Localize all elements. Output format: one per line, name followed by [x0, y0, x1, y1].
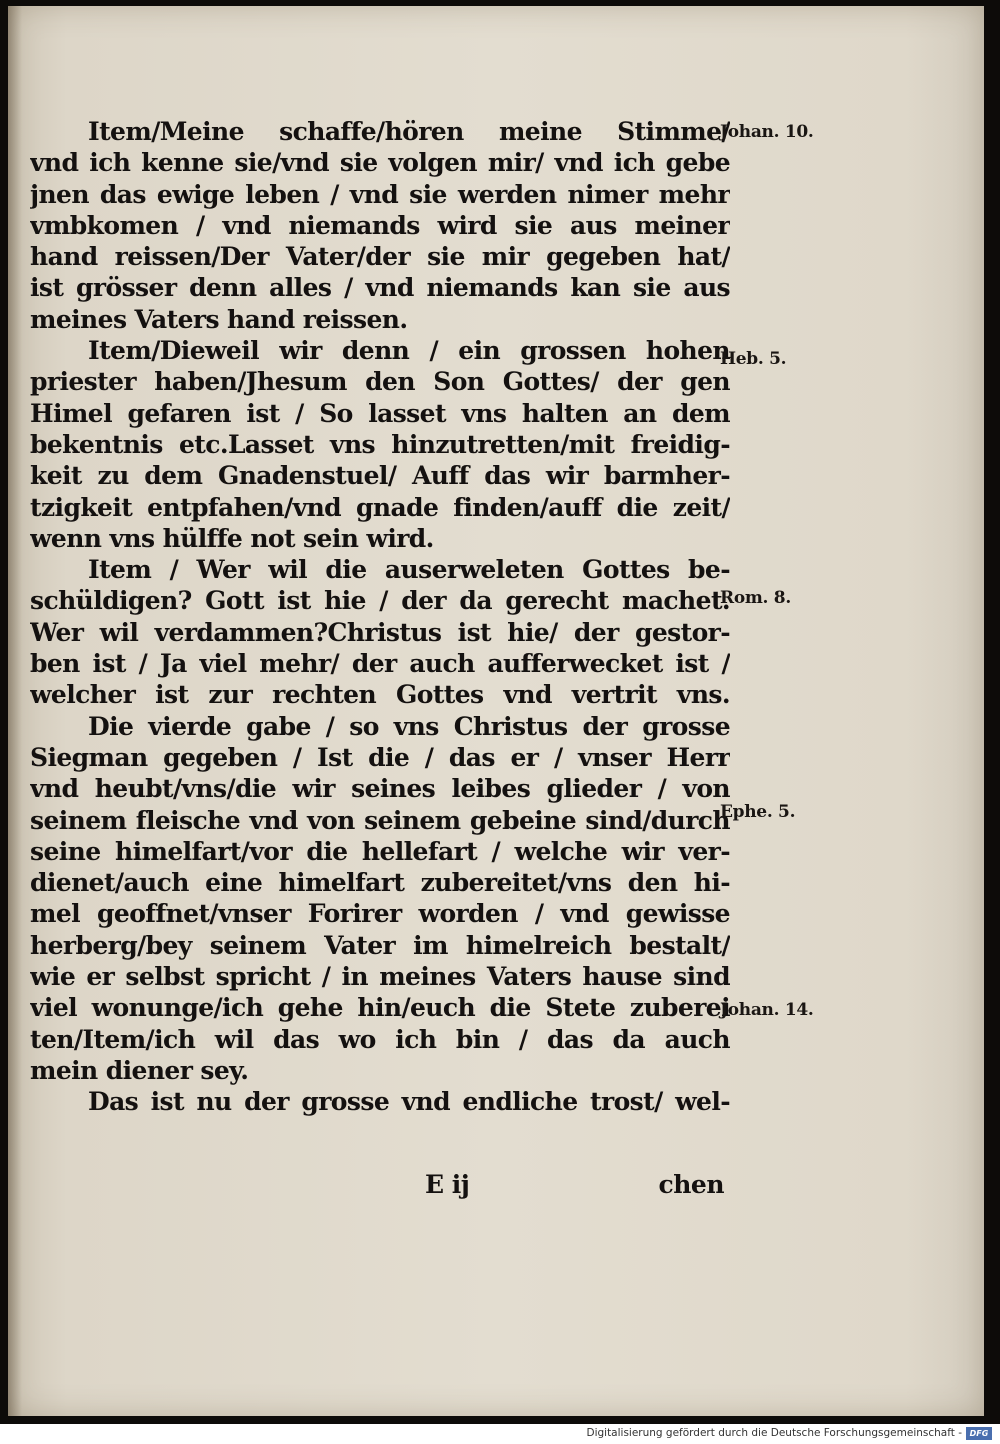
page-foot: [30, 1170, 730, 1204]
catchword: chen: [658, 1170, 724, 1199]
text-line: wenn vns hülffe not sein wird.: [30, 523, 434, 553]
text-line: wie er selbst spricht / in meines Vaters hause sind: [30, 962, 730, 992]
text-line: Das ist nu der grosse vnd endliche trost/ wel-: [88, 1087, 730, 1117]
text-line: bekentnis etc.Lasset vns hinzutretten/mit freidig-: [30, 429, 730, 459]
margin-reference: Heb. 5.: [720, 349, 787, 369]
text-line: ten/Item/ich wil das wo ich bin / das da auch: [30, 1024, 730, 1054]
text-line: vnd ich kenne sie/vnd sie volgen mir/ vnd ich gebe: [30, 148, 730, 178]
text-line: viel wonunge/ich gehe hin/euch die Stete zuberei: [30, 993, 730, 1023]
text-line: priester haben/Jhesum den Son Gottes/ der gen: [30, 367, 730, 397]
text-line: welcher ist zur rechten Gottes vnd vertrit vns.: [30, 680, 730, 710]
text-line: Himel gefaren ist / So lasset vns halten an dem: [30, 398, 730, 428]
text-line: vmbkomen / vnd niemands wird sie aus meiner: [30, 210, 730, 240]
text-line: mein diener sey.: [30, 1055, 249, 1085]
text-line: vnd heubt/vns/die wir seines leibes glieder / von: [30, 774, 730, 804]
text-line: hand reissen/Der Vater/der sie mir gegeben hat/: [30, 242, 730, 272]
text-line: ist grösser denn alles / vnd niemands kan sie aus: [30, 273, 730, 303]
text-line: seine himelfart/vor die hellefart / welche wir ver-: [30, 836, 730, 866]
text-line: Die vierde gabe / so vns Christus der grosse: [88, 711, 730, 741]
margin-reference: Johan. 14.: [720, 1000, 814, 1020]
digitization-footer: [0, 1424, 1000, 1444]
text-line: Item/Dieweil wir denn / ein grossen hohen: [88, 336, 730, 366]
text-line: Item/Meine schaffe/hören meine Stimme/: [88, 117, 730, 146]
margin-reference: Ephe. 5.: [720, 802, 796, 822]
book-page: [8, 6, 984, 1416]
text-line: Siegman gegeben / Ist die / das er / vnser Herr: [30, 742, 730, 772]
text-line: dienet/auch eine himelfart zubereitet/vns den hi-: [30, 868, 730, 898]
body-text: [30, 116, 730, 1118]
text-line: mel geoffnet/vnser Forirer worden / vnd gewisse: [30, 899, 730, 929]
text-line: Item / Wer wil die auserweleten Gottes be-: [88, 555, 730, 585]
signature-mark: E ij: [425, 1170, 470, 1199]
text-line: meines Vaters hand reissen.: [30, 304, 408, 334]
margin-reference: Rom. 8.: [720, 588, 791, 608]
dfg-logo-icon: DFG: [966, 1427, 992, 1440]
text-line: tzigkeit entpfahen/vnd gnade finden/auff die zeit/: [30, 492, 730, 522]
text-line: seinem fleische vnd von seinem gebeine sind/durch: [30, 805, 730, 835]
text-line: Wer wil verdammen?Christus ist hie/ der gestor-: [30, 617, 730, 647]
funding-credit: Digitalisierung gefördert durch die Deutsche Forschungsgemeinschaft -: [586, 1427, 962, 1439]
text-line: ben ist / Ja viel mehr/ der auch aufferwecket ist /: [30, 649, 730, 679]
text-line: jnen das ewige leben / vnd sie werden nimer mehr: [30, 179, 730, 209]
margin-reference: Johan. 10.: [720, 122, 814, 142]
text-line: schüldigen? Gott ist hie / der da gerecht machet.: [30, 586, 730, 616]
text-line: keit zu dem Gnadenstuel/ Auff das wir barmher-: [30, 461, 730, 491]
text-line: herberg/bey seinem Vater im himelreich bestalt/: [30, 930, 730, 960]
